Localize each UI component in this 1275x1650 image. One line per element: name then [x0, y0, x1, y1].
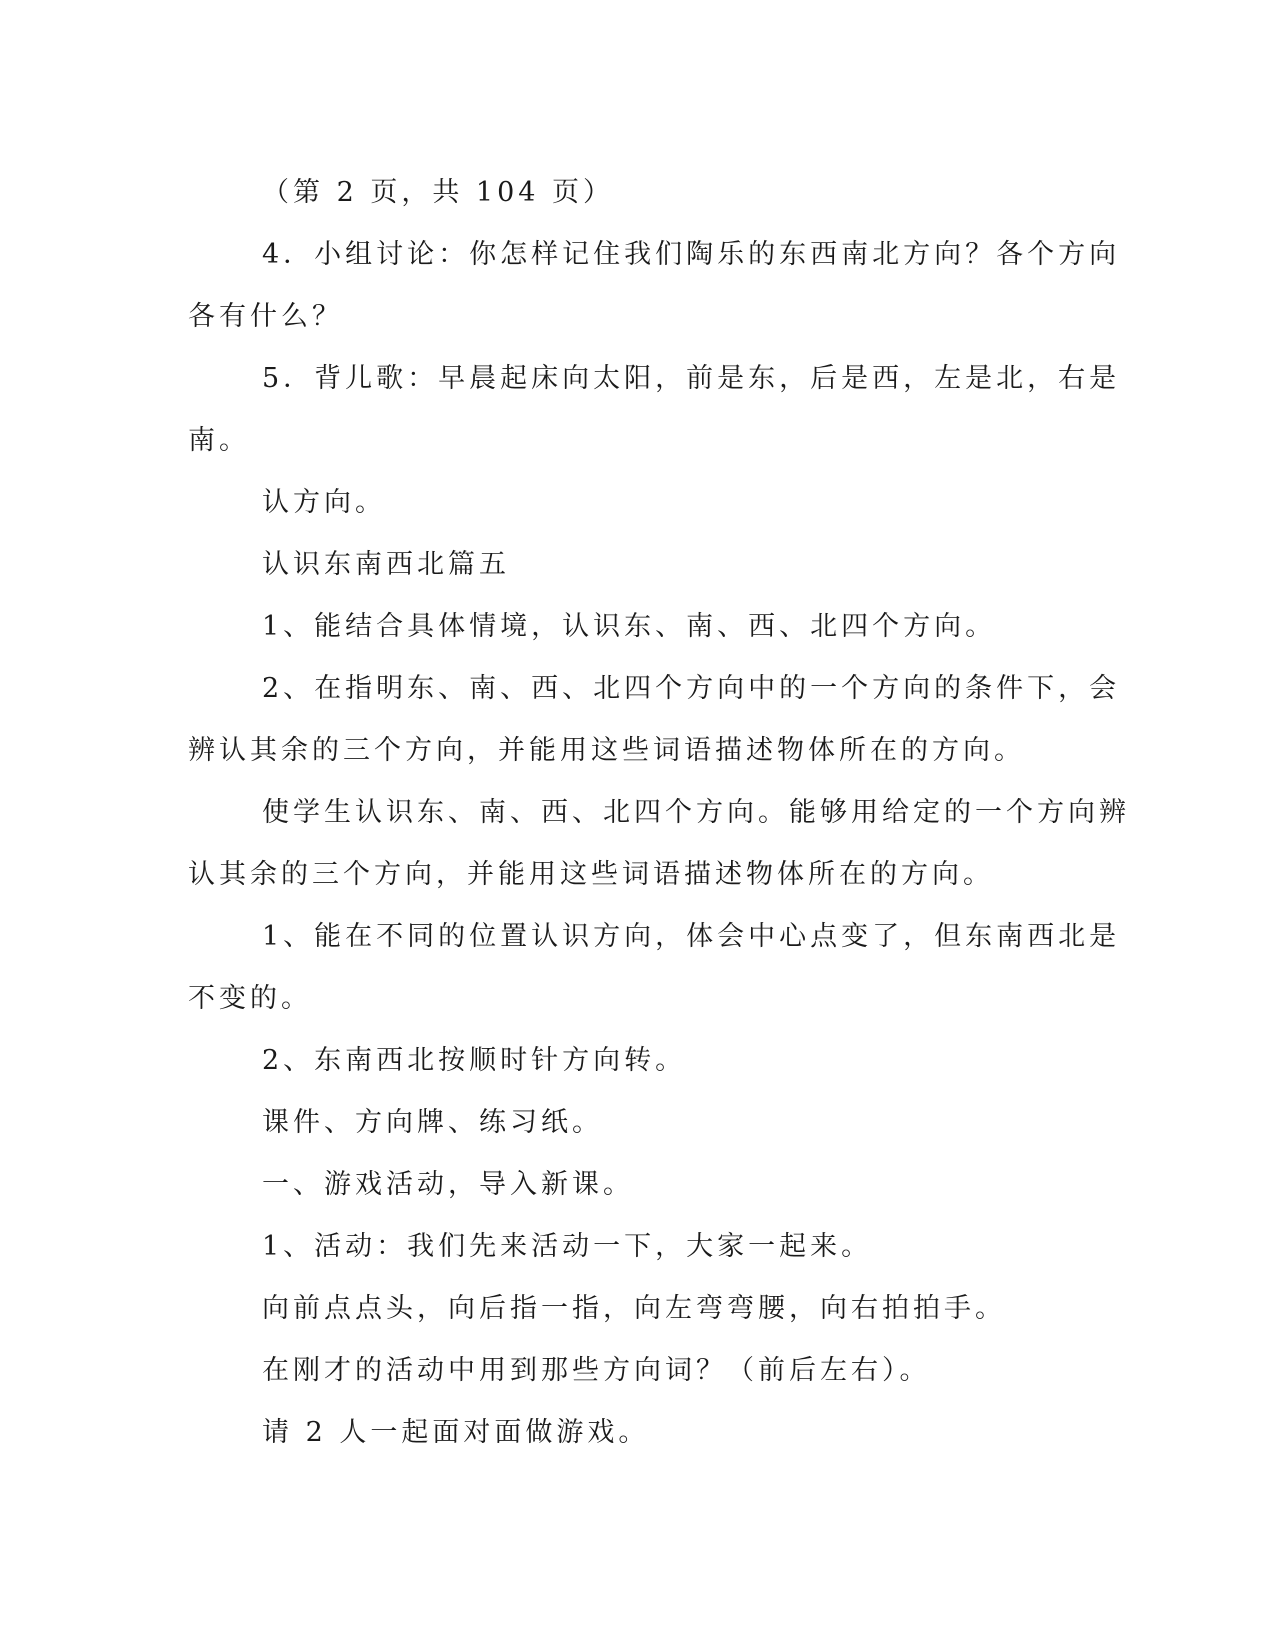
paragraph-line: 课件、方向牌、练习纸。	[262, 1107, 603, 1138]
paragraph-line: 一、游戏活动，导入新课。	[262, 1169, 634, 1200]
paragraph-line: 2、在指明东、南、西、北四个方向中的一个方向的条件下，会	[262, 673, 1121, 704]
paragraph-line: 4．小组讨论：你怎样记住我们陶乐的东西南北方向？各个方向	[262, 239, 1121, 270]
paragraph-line: 南。	[188, 425, 250, 456]
paragraph-line: 各有什么？	[188, 301, 343, 332]
paragraph-line: 1、能在不同的位置认识方向，体会中心点变了，但东南西北是	[262, 921, 1121, 952]
paragraph-line: 5．背儿歌：早晨起床向太阳，前是东，后是西，左是北，右是	[262, 363, 1121, 394]
paragraph-line: 不变的。	[188, 983, 312, 1014]
paragraph-line: 2、东南西北按顺时针方向转。	[262, 1045, 687, 1076]
section-heading: 认识东南西北篇五	[262, 549, 510, 580]
paragraph-line: 请 2 人一起面对面做游戏。	[262, 1417, 650, 1448]
paragraph-line: 1、活动：我们先来活动一下，大家一起来。	[262, 1231, 873, 1262]
paragraph-line: 认方向。	[262, 487, 386, 518]
paragraph-line: 在刚才的活动中用到那些方向词？（前后左右）。	[262, 1355, 931, 1386]
paragraph-line: 1、能结合具体情境，认识东、南、西、北四个方向。	[262, 611, 997, 642]
paragraph-line: 认其余的三个方向，并能用这些词语描述物体所在的方向。	[188, 859, 994, 890]
paragraph-line: 使学生认识东、南、西、北四个方向。能够用给定的一个方向辨	[262, 797, 1130, 828]
document-body	[188, 162, 1130, 1464]
paragraph-line: 向前点点头，向后指一指，向左弯弯腰，向右拍拍手。	[262, 1293, 1006, 1324]
paragraph-line: 辨认其余的三个方向，并能用这些词语描述物体所在的方向。	[188, 735, 1025, 766]
page-indicator: （第 2 页，共 104 页）	[262, 177, 615, 208]
